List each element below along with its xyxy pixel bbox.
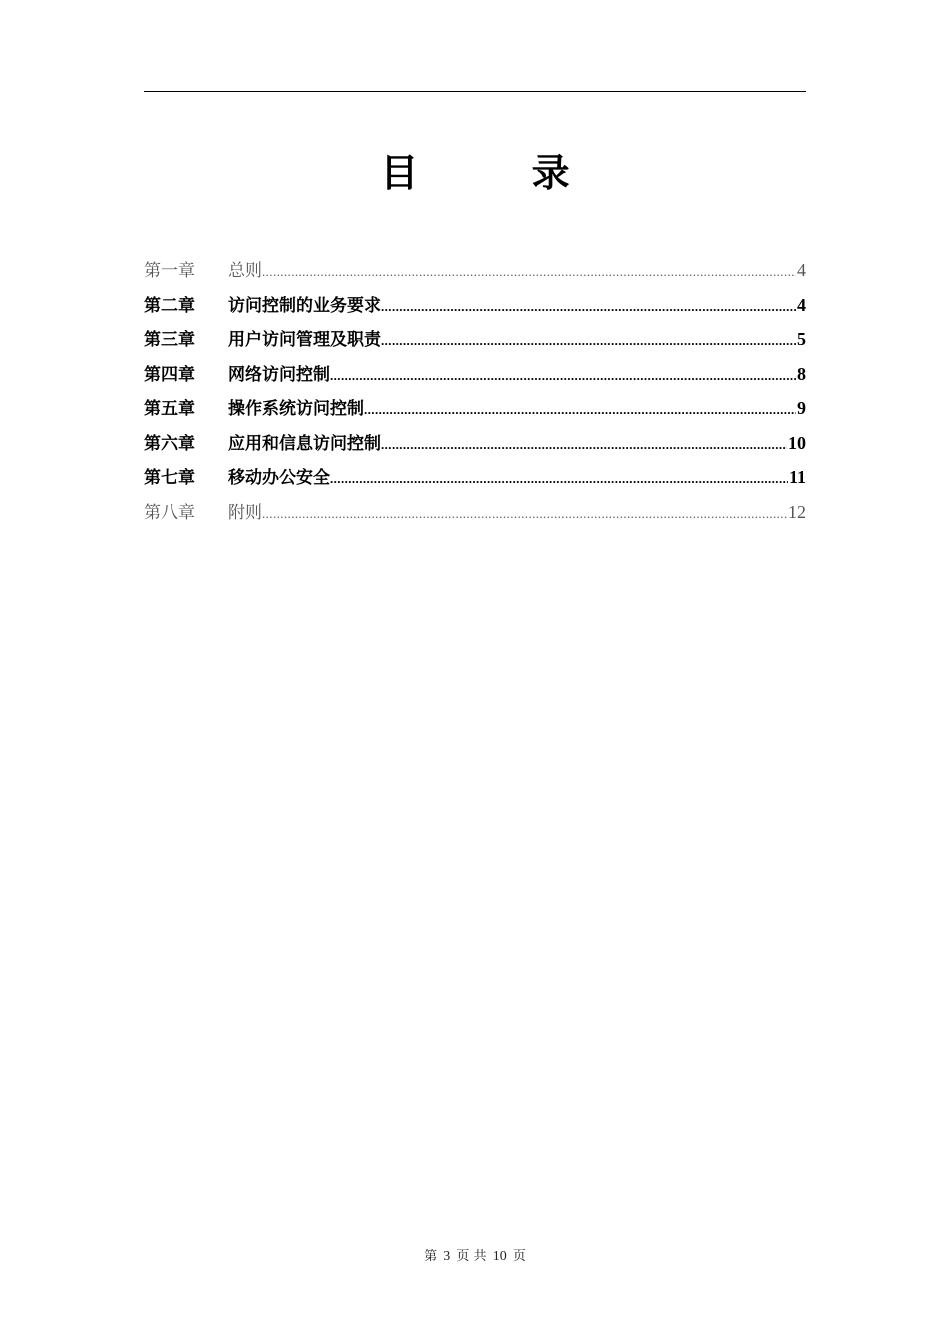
- toc-heading: 附则: [228, 502, 262, 523]
- toc-page-number: 4: [797, 294, 806, 315]
- toc-dot-leader: [381, 431, 787, 459]
- toc-chapter: 第五章: [144, 399, 195, 419]
- toc-dot-leader: [381, 293, 796, 321]
- toc-dot-leader: [330, 362, 796, 390]
- toc-page-number: 9: [797, 398, 806, 418]
- toc-dot-leader: [262, 500, 787, 528]
- toc-title: 目 录: [380, 151, 620, 195]
- toc-entry-6[interactable]: [144, 429, 806, 464]
- toc-page-number: 4: [797, 260, 806, 280]
- toc-heading: 总则: [228, 261, 262, 281]
- toc-page-number: 8: [797, 363, 806, 384]
- toc-chapter: 第二章: [144, 295, 195, 316]
- toc-entry-5[interactable]: [144, 394, 806, 429]
- toc-dot-leader: [262, 258, 796, 286]
- toc-entry-8[interactable]: [144, 498, 806, 533]
- toc-entry-4[interactable]: [144, 360, 806, 395]
- toc-heading: 访问控制的业务要求: [228, 295, 381, 316]
- toc-heading: 应用和信息访问控制: [228, 433, 381, 454]
- toc-chapter: 第三章: [144, 330, 195, 350]
- toc-chapter: 第七章: [144, 468, 195, 488]
- toc-dot-leader: [330, 465, 788, 493]
- footer-current-page: 3: [443, 1249, 451, 1264]
- toc-page-number: 12: [788, 501, 806, 522]
- toc-chapter: 第一章: [144, 261, 195, 281]
- toc-chapter: 第八章: [144, 502, 195, 523]
- toc-dot-leader: [381, 327, 796, 355]
- toc-page-number: 5: [797, 329, 806, 349]
- toc-heading: 移动办公安全: [228, 468, 330, 488]
- toc-heading: 用户访问管理及职责: [228, 330, 381, 350]
- toc-chapter: 第六章: [144, 433, 195, 454]
- footer-prefix: 第: [424, 1249, 438, 1264]
- toc-entry-2[interactable]: [144, 291, 806, 326]
- toc-chapter: 第四章: [144, 364, 195, 385]
- toc-dot-leader: [364, 396, 796, 424]
- toc-entry-1[interactable]: [144, 256, 806, 291]
- toc-heading: 操作系统访问控制: [228, 399, 364, 419]
- toc-entry-3[interactable]: [144, 325, 806, 360]
- toc-page-number: 10: [788, 432, 806, 453]
- toc-entry-7[interactable]: [144, 463, 806, 498]
- footer-suffix: 页: [512, 1249, 526, 1264]
- toc-list: [144, 256, 806, 532]
- toc-page-number: 11: [788, 467, 806, 487]
- footer-middle: 页 共: [456, 1249, 487, 1264]
- toc-heading: 网络访问控制: [228, 364, 330, 385]
- footer-total-pages: 10: [492, 1249, 507, 1264]
- page-footer: [0, 1245, 950, 1265]
- header-rule: [144, 91, 806, 92]
